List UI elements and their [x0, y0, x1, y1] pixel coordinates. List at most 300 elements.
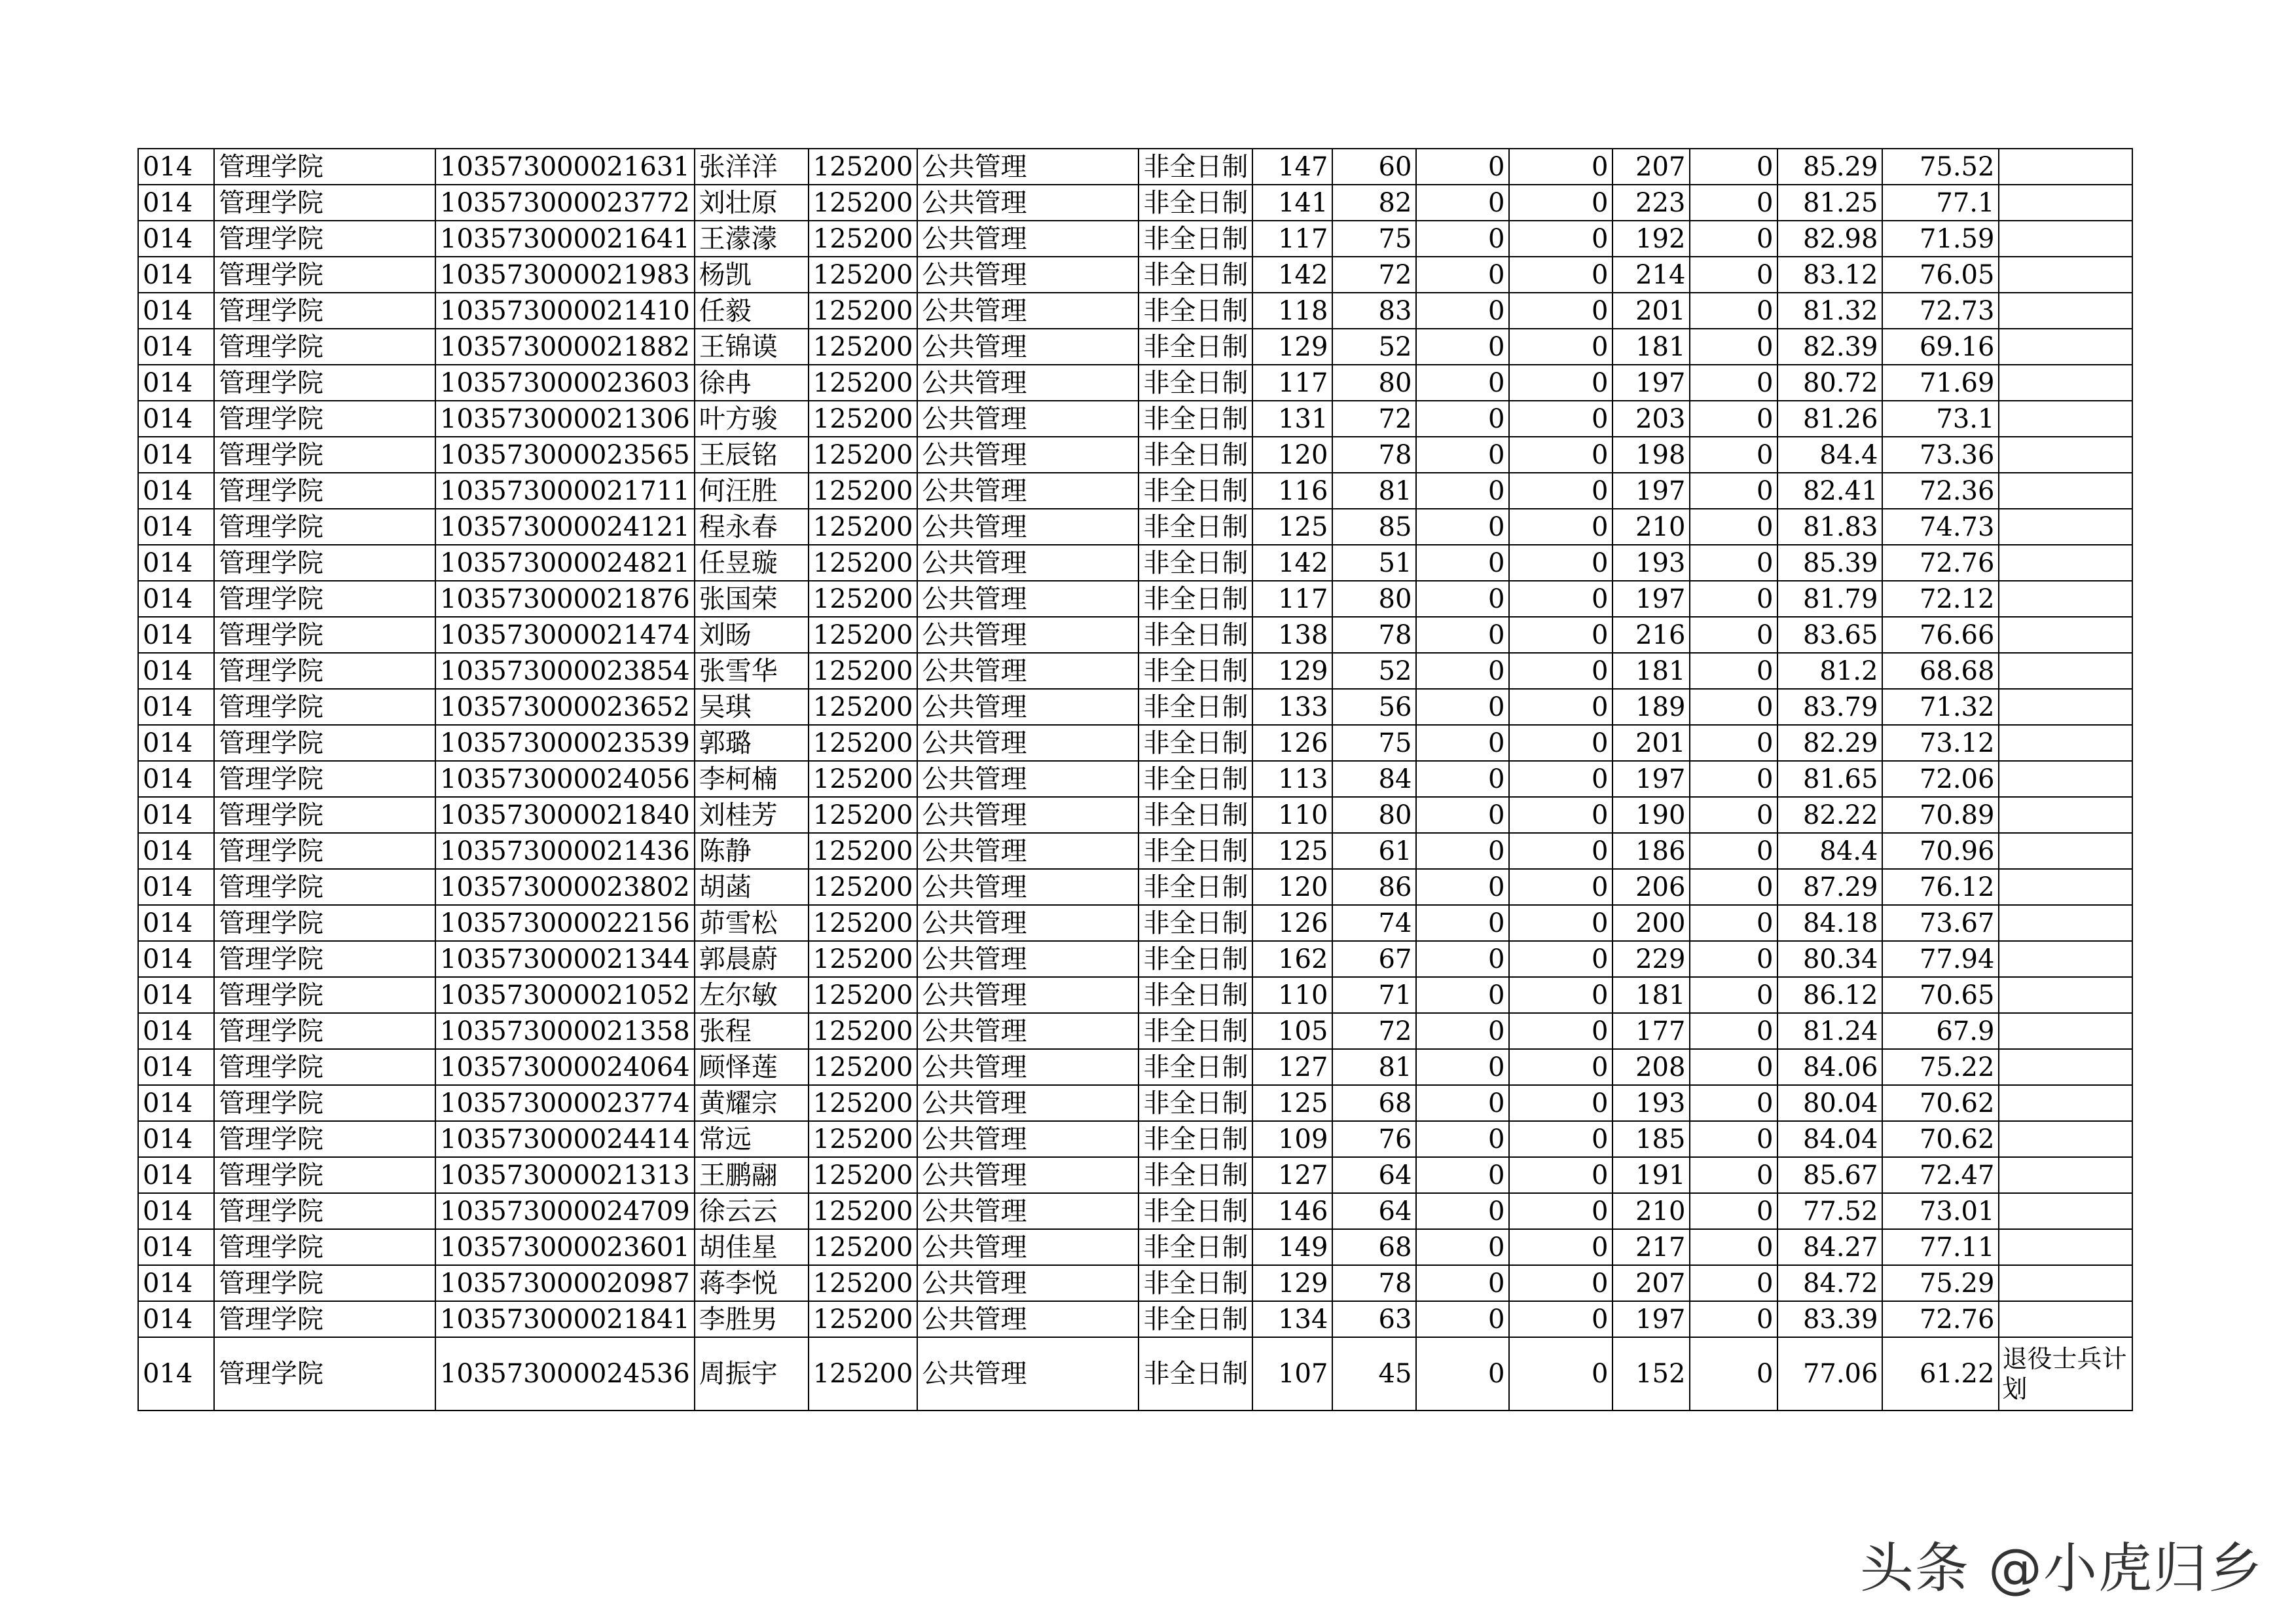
- cell-dept-name: 管理学院: [214, 905, 435, 941]
- cell-candidate-name: 王锦谟: [695, 329, 809, 365]
- cell-score-3: 0: [1416, 545, 1509, 581]
- cell-dept-name: 管理学院: [214, 941, 435, 977]
- cell-candidate-id: 103573000023603: [435, 365, 695, 401]
- cell-major-name: 公共管理: [917, 1193, 1139, 1229]
- cell-dept-code: 014: [138, 905, 214, 941]
- cell-major-name: 公共管理: [917, 509, 1139, 545]
- cell-final-score: 73.1: [1882, 401, 1999, 437]
- cell-candidate-name: 顾怿莲: [695, 1049, 809, 1085]
- table-row: [138, 761, 2132, 797]
- cell-total-score: 152: [1613, 1337, 1690, 1411]
- cell-candidate-name: 徐云云: [695, 1193, 809, 1229]
- cell-final-score: 67.9: [1882, 1013, 1999, 1049]
- cell-dept-code: 014: [138, 653, 214, 689]
- cell-score-2: 52: [1332, 653, 1416, 689]
- cell-interview-score: 80.04: [1777, 1085, 1882, 1121]
- cell-remark: [1999, 1193, 2132, 1229]
- cell-study-mode: 非全日制: [1139, 1301, 1252, 1337]
- cell-dept-name: 管理学院: [214, 617, 435, 653]
- cell-study-mode: 非全日制: [1139, 365, 1252, 401]
- cell-dept-name: 管理学院: [214, 149, 435, 185]
- cell-interview-score: 82.98: [1777, 221, 1882, 257]
- cell-major-name: 公共管理: [917, 905, 1139, 941]
- cell-interview-score: 82.39: [1777, 329, 1882, 365]
- cell-score-3: 0: [1416, 653, 1509, 689]
- cell-total-score: 189: [1613, 689, 1690, 725]
- cell-interview-score: 84.72: [1777, 1265, 1882, 1301]
- cell-dept-name: 管理学院: [214, 653, 435, 689]
- cell-score-2: 75: [1332, 221, 1416, 257]
- cell-score-2: 72: [1332, 1013, 1416, 1049]
- cell-score-3: 0: [1416, 221, 1509, 257]
- cell-total-score: 207: [1613, 1265, 1690, 1301]
- cell-major-name: 公共管理: [917, 545, 1139, 581]
- cell-score-4: 0: [1509, 1157, 1613, 1193]
- cell-score-3: 0: [1416, 1013, 1509, 1049]
- cell-final-score: 68.68: [1882, 653, 1999, 689]
- cell-candidate-name: 蒋李悦: [695, 1265, 809, 1301]
- cell-study-mode: 非全日制: [1139, 1049, 1252, 1085]
- cell-dept-name: 管理学院: [214, 1157, 435, 1193]
- cell-remark: [1999, 221, 2132, 257]
- cell-score-1: 149: [1252, 1229, 1332, 1265]
- table-row: [138, 365, 2132, 401]
- cell-score-2: 67: [1332, 941, 1416, 977]
- cell-score-1: 105: [1252, 1013, 1332, 1049]
- cell-remark: [1999, 689, 2132, 725]
- cell-study-mode: 非全日制: [1139, 473, 1252, 509]
- cell-score-3: 0: [1416, 473, 1509, 509]
- cell-major-code: 125200: [809, 545, 918, 581]
- cell-final-score: 74.73: [1882, 509, 1999, 545]
- cell-major-name: 公共管理: [917, 1301, 1139, 1337]
- cell-major-name: 公共管理: [917, 1265, 1139, 1301]
- cell-remark: [1999, 149, 2132, 185]
- cell-score-2: 83: [1332, 293, 1416, 329]
- cell-study-mode: 非全日制: [1139, 257, 1252, 293]
- cell-remark: [1999, 329, 2132, 365]
- cell-interview-score: 84.27: [1777, 1229, 1882, 1265]
- cell-candidate-name: 王辰铭: [695, 437, 809, 473]
- cell-score-4: 0: [1509, 293, 1613, 329]
- cell-major-code: 125200: [809, 1301, 918, 1337]
- cell-total-score: 191: [1613, 1157, 1690, 1193]
- cell-candidate-id: 103573000023802: [435, 869, 695, 905]
- cell-total-score: 206: [1613, 869, 1690, 905]
- table-row: [138, 329, 2132, 365]
- cell-major-code: 125200: [809, 149, 918, 185]
- cell-score-4: 0: [1509, 833, 1613, 869]
- cell-candidate-id: 103573000023652: [435, 689, 695, 725]
- cell-score-3: 0: [1416, 905, 1509, 941]
- score-table: [137, 148, 2133, 1411]
- cell-candidate-name: 黄耀宗: [695, 1085, 809, 1121]
- table-row: [138, 1265, 2132, 1301]
- cell-total-score: 207: [1613, 149, 1690, 185]
- cell-dept-code: 014: [138, 797, 214, 833]
- cell-interview-score: 82.29: [1777, 725, 1882, 761]
- cell-dept-name: 管理学院: [214, 1121, 435, 1157]
- cell-score-3: 0: [1416, 1157, 1509, 1193]
- cell-major-code: 125200: [809, 257, 918, 293]
- table-row: [138, 1193, 2132, 1229]
- cell-study-mode: 非全日制: [1139, 329, 1252, 365]
- cell-score-4: 0: [1509, 1193, 1613, 1229]
- cell-score-4: 0: [1509, 185, 1613, 221]
- cell-total-score: 197: [1613, 761, 1690, 797]
- cell-study-mode: 非全日制: [1139, 149, 1252, 185]
- cell-score-2: 80: [1332, 581, 1416, 617]
- cell-extra-score: 0: [1690, 581, 1777, 617]
- table-row: [138, 545, 2132, 581]
- cell-score-3: 0: [1416, 185, 1509, 221]
- cell-candidate-id: 103573000023539: [435, 725, 695, 761]
- cell-dept-code: 014: [138, 365, 214, 401]
- cell-interview-score: 81.2: [1777, 653, 1882, 689]
- cell-score-4: 0: [1509, 1301, 1613, 1337]
- cell-score-3: 0: [1416, 617, 1509, 653]
- cell-extra-score: 0: [1690, 1157, 1777, 1193]
- cell-remark: [1999, 509, 2132, 545]
- cell-candidate-name: 周振宇: [695, 1337, 809, 1411]
- cell-major-code: 125200: [809, 833, 918, 869]
- cell-candidate-name: 陈静: [695, 833, 809, 869]
- cell-dept-code: 014: [138, 473, 214, 509]
- cell-major-name: 公共管理: [917, 797, 1139, 833]
- cell-dept-name: 管理学院: [214, 1085, 435, 1121]
- cell-score-3: 0: [1416, 977, 1509, 1013]
- cell-score-3: 0: [1416, 257, 1509, 293]
- cell-remark: [1999, 617, 2132, 653]
- cell-score-3: 0: [1416, 1229, 1509, 1265]
- cell-interview-score: 85.67: [1777, 1157, 1882, 1193]
- cell-score-1: 125: [1252, 1085, 1332, 1121]
- cell-interview-score: 85.39: [1777, 545, 1882, 581]
- cell-score-1: 113: [1252, 761, 1332, 797]
- cell-candidate-name: 任毅: [695, 293, 809, 329]
- cell-candidate-id: 103573000024709: [435, 1193, 695, 1229]
- cell-interview-score: 87.29: [1777, 869, 1882, 905]
- cell-study-mode: 非全日制: [1139, 1013, 1252, 1049]
- cell-score-1: 141: [1252, 185, 1332, 221]
- cell-interview-score: 77.06: [1777, 1337, 1882, 1411]
- cell-candidate-name: 杨凯: [695, 257, 809, 293]
- cell-candidate-name: 刘旸: [695, 617, 809, 653]
- cell-study-mode: 非全日制: [1139, 977, 1252, 1013]
- cell-major-code: 125200: [809, 725, 918, 761]
- table-row: [138, 1301, 2132, 1337]
- cell-score-1: 117: [1252, 221, 1332, 257]
- cell-candidate-name: 李柯楠: [695, 761, 809, 797]
- cell-study-mode: 非全日制: [1139, 509, 1252, 545]
- cell-candidate-id: 103573000024821: [435, 545, 695, 581]
- cell-score-2: 64: [1332, 1193, 1416, 1229]
- cell-total-score: 193: [1613, 1085, 1690, 1121]
- cell-total-score: 229: [1613, 941, 1690, 977]
- cell-score-4: 0: [1509, 653, 1613, 689]
- cell-dept-code: 014: [138, 725, 214, 761]
- cell-dept-code: 014: [138, 1301, 214, 1337]
- cell-final-score: 72.73: [1882, 293, 1999, 329]
- cell-final-score: 75.22: [1882, 1049, 1999, 1085]
- cell-candidate-id: 103573000021052: [435, 977, 695, 1013]
- cell-remark: [1999, 653, 2132, 689]
- cell-study-mode: 非全日制: [1139, 185, 1252, 221]
- cell-major-name: 公共管理: [917, 761, 1139, 797]
- cell-study-mode: 非全日制: [1139, 833, 1252, 869]
- cell-final-score: 76.66: [1882, 617, 1999, 653]
- cell-remark: [1999, 581, 2132, 617]
- cell-score-2: 75: [1332, 725, 1416, 761]
- cell-extra-score: 0: [1690, 689, 1777, 725]
- cell-score-2: 71: [1332, 977, 1416, 1013]
- cell-candidate-id: 103573000021840: [435, 797, 695, 833]
- cell-score-2: 64: [1332, 1157, 1416, 1193]
- cell-major-code: 125200: [809, 1337, 918, 1411]
- table-row: [138, 905, 2132, 941]
- cell-study-mode: 非全日制: [1139, 617, 1252, 653]
- cell-major-code: 125200: [809, 869, 918, 905]
- cell-total-score: 214: [1613, 257, 1690, 293]
- cell-major-code: 125200: [809, 401, 918, 437]
- cell-score-1: 127: [1252, 1157, 1332, 1193]
- table-row: [138, 293, 2132, 329]
- cell-score-2: 52: [1332, 329, 1416, 365]
- cell-candidate-name: 张雪华: [695, 653, 809, 689]
- cell-extra-score: 0: [1690, 653, 1777, 689]
- cell-interview-score: 83.39: [1777, 1301, 1882, 1337]
- cell-remark: [1999, 797, 2132, 833]
- cell-interview-score: 84.4: [1777, 833, 1882, 869]
- cell-candidate-name: 左尔敏: [695, 977, 809, 1013]
- cell-extra-score: 0: [1690, 1013, 1777, 1049]
- cell-major-name: 公共管理: [917, 365, 1139, 401]
- cell-study-mode: 非全日制: [1139, 905, 1252, 941]
- cell-score-4: 0: [1509, 365, 1613, 401]
- cell-dept-name: 管理学院: [214, 797, 435, 833]
- cell-score-1: 147: [1252, 149, 1332, 185]
- cell-major-name: 公共管理: [917, 293, 1139, 329]
- cell-final-score: 70.96: [1882, 833, 1999, 869]
- table-row: [138, 653, 2132, 689]
- cell-score-1: 133: [1252, 689, 1332, 725]
- cell-dept-name: 管理学院: [214, 257, 435, 293]
- cell-total-score: 198: [1613, 437, 1690, 473]
- cell-dept-code: 014: [138, 437, 214, 473]
- cell-dept-name: 管理学院: [214, 833, 435, 869]
- cell-score-4: 0: [1509, 905, 1613, 941]
- cell-dept-code: 014: [138, 545, 214, 581]
- cell-extra-score: 0: [1690, 617, 1777, 653]
- cell-score-1: 125: [1252, 509, 1332, 545]
- cell-major-code: 125200: [809, 1085, 918, 1121]
- cell-major-name: 公共管理: [917, 1229, 1139, 1265]
- cell-final-score: 76.05: [1882, 257, 1999, 293]
- cell-remark: [1999, 293, 2132, 329]
- cell-major-name: 公共管理: [917, 1085, 1139, 1121]
- cell-study-mode: 非全日制: [1139, 581, 1252, 617]
- cell-major-code: 125200: [809, 653, 918, 689]
- cell-study-mode: 非全日制: [1139, 1121, 1252, 1157]
- table-row: [138, 149, 2132, 185]
- cell-score-4: 0: [1509, 1121, 1613, 1157]
- cell-study-mode: 非全日制: [1139, 221, 1252, 257]
- cell-final-score: 77.11: [1882, 1229, 1999, 1265]
- cell-major-code: 125200: [809, 689, 918, 725]
- cell-score-1: 134: [1252, 1301, 1332, 1337]
- cell-candidate-id: 103573000021983: [435, 257, 695, 293]
- cell-score-1: 142: [1252, 545, 1332, 581]
- cell-score-3: 0: [1416, 581, 1509, 617]
- cell-study-mode: 非全日制: [1139, 401, 1252, 437]
- cell-candidate-id: 103573000023565: [435, 437, 695, 473]
- cell-major-code: 125200: [809, 365, 918, 401]
- cell-extra-score: 0: [1690, 905, 1777, 941]
- cell-score-2: 80: [1332, 365, 1416, 401]
- cell-dept-code: 014: [138, 1229, 214, 1265]
- table-row: [138, 1013, 2132, 1049]
- cell-candidate-id: 103573000024121: [435, 509, 695, 545]
- cell-candidate-name: 程永春: [695, 509, 809, 545]
- cell-score-1: 110: [1252, 797, 1332, 833]
- cell-study-mode: 非全日制: [1139, 1157, 1252, 1193]
- cell-score-2: 78: [1332, 437, 1416, 473]
- cell-dept-name: 管理学院: [214, 509, 435, 545]
- cell-extra-score: 0: [1690, 1229, 1777, 1265]
- cell-score-2: 80: [1332, 797, 1416, 833]
- cell-interview-score: 82.22: [1777, 797, 1882, 833]
- cell-score-1: 129: [1252, 329, 1332, 365]
- cell-major-code: 125200: [809, 797, 918, 833]
- cell-score-1: 129: [1252, 653, 1332, 689]
- cell-extra-score: 0: [1690, 149, 1777, 185]
- cell-score-1: 117: [1252, 581, 1332, 617]
- cell-score-3: 0: [1416, 1085, 1509, 1121]
- cell-candidate-name: 张程: [695, 1013, 809, 1049]
- cell-score-4: 0: [1509, 329, 1613, 365]
- cell-remark: [1999, 1121, 2132, 1157]
- cell-score-3: 0: [1416, 725, 1509, 761]
- cell-dept-code: 014: [138, 185, 214, 221]
- cell-major-code: 125200: [809, 329, 918, 365]
- cell-score-2: 51: [1332, 545, 1416, 581]
- cell-score-4: 0: [1509, 1049, 1613, 1085]
- table-row: [138, 941, 2132, 977]
- cell-final-score: 75.29: [1882, 1265, 1999, 1301]
- cell-score-2: 45: [1332, 1337, 1416, 1411]
- cell-interview-score: 77.52: [1777, 1193, 1882, 1229]
- cell-score-4: 0: [1509, 1265, 1613, 1301]
- cell-dept-name: 管理学院: [214, 221, 435, 257]
- cell-score-3: 0: [1416, 437, 1509, 473]
- cell-dept-code: 014: [138, 941, 214, 977]
- cell-final-score: 70.89: [1882, 797, 1999, 833]
- cell-final-score: 72.06: [1882, 761, 1999, 797]
- cell-score-3: 0: [1416, 1049, 1509, 1085]
- table-row: [138, 977, 2132, 1013]
- cell-dept-code: 014: [138, 833, 214, 869]
- cell-extra-score: 0: [1690, 797, 1777, 833]
- cell-dept-name: 管理学院: [214, 365, 435, 401]
- cell-candidate-id: 103573000023601: [435, 1229, 695, 1265]
- cell-study-mode: 非全日制: [1139, 1193, 1252, 1229]
- cell-study-mode: 非全日制: [1139, 293, 1252, 329]
- cell-dept-name: 管理学院: [214, 185, 435, 221]
- cell-dept-code: 014: [138, 581, 214, 617]
- cell-dept-name: 管理学院: [214, 581, 435, 617]
- cell-extra-score: 0: [1690, 437, 1777, 473]
- cell-extra-score: 0: [1690, 365, 1777, 401]
- cell-remark: [1999, 1229, 2132, 1265]
- cell-extra-score: 0: [1690, 221, 1777, 257]
- table-row: [138, 833, 2132, 869]
- cell-extra-score: 0: [1690, 1049, 1777, 1085]
- cell-study-mode: 非全日制: [1139, 1265, 1252, 1301]
- cell-final-score: 73.36: [1882, 437, 1999, 473]
- cell-study-mode: 非全日制: [1139, 1229, 1252, 1265]
- cell-extra-score: 0: [1690, 1337, 1777, 1411]
- cell-final-score: 76.12: [1882, 869, 1999, 905]
- cell-score-2: 78: [1332, 617, 1416, 653]
- cell-score-3: 0: [1416, 293, 1509, 329]
- cell-score-2: 81: [1332, 1049, 1416, 1085]
- cell-score-2: 78: [1332, 1265, 1416, 1301]
- cell-final-score: 71.32: [1882, 689, 1999, 725]
- cell-final-score: 69.16: [1882, 329, 1999, 365]
- table-row: [138, 185, 2132, 221]
- cell-major-name: 公共管理: [917, 1337, 1139, 1411]
- table-row: [138, 473, 2132, 509]
- cell-score-4: 0: [1509, 1229, 1613, 1265]
- table-row: [138, 401, 2132, 437]
- cell-interview-score: 81.83: [1777, 509, 1882, 545]
- cell-score-3: 0: [1416, 689, 1509, 725]
- cell-major-code: 125200: [809, 293, 918, 329]
- cell-candidate-name: 王濛濛: [695, 221, 809, 257]
- cell-score-2: 74: [1332, 905, 1416, 941]
- cell-dept-name: 管理学院: [214, 293, 435, 329]
- cell-dept-name: 管理学院: [214, 473, 435, 509]
- cell-candidate-id: 103573000024056: [435, 761, 695, 797]
- cell-candidate-name: 吴琪: [695, 689, 809, 725]
- cell-score-4: 0: [1509, 437, 1613, 473]
- cell-score-1: 126: [1252, 725, 1332, 761]
- cell-major-name: 公共管理: [917, 653, 1139, 689]
- cell-score-3: 0: [1416, 1121, 1509, 1157]
- cell-candidate-id: 103573000021841: [435, 1301, 695, 1337]
- cell-total-score: 197: [1613, 365, 1690, 401]
- cell-total-score: 193: [1613, 545, 1690, 581]
- cell-candidate-id: 103573000021344: [435, 941, 695, 977]
- table-row: [138, 437, 2132, 473]
- cell-score-3: 0: [1416, 1301, 1509, 1337]
- cell-score-3: 0: [1416, 149, 1509, 185]
- table-row: [138, 725, 2132, 761]
- cell-score-1: 125: [1252, 833, 1332, 869]
- cell-score-3: 0: [1416, 1265, 1509, 1301]
- cell-major-name: 公共管理: [917, 977, 1139, 1013]
- cell-total-score: 177: [1613, 1013, 1690, 1049]
- cell-score-4: 0: [1509, 1337, 1613, 1411]
- cell-major-name: 公共管理: [917, 725, 1139, 761]
- cell-candidate-id: 103573000022156: [435, 905, 695, 941]
- cell-total-score: 200: [1613, 905, 1690, 941]
- cell-extra-score: 0: [1690, 977, 1777, 1013]
- cell-dept-name: 管理学院: [214, 1265, 435, 1301]
- cell-score-2: 86: [1332, 869, 1416, 905]
- cell-score-1: 126: [1252, 905, 1332, 941]
- cell-score-3: 0: [1416, 509, 1509, 545]
